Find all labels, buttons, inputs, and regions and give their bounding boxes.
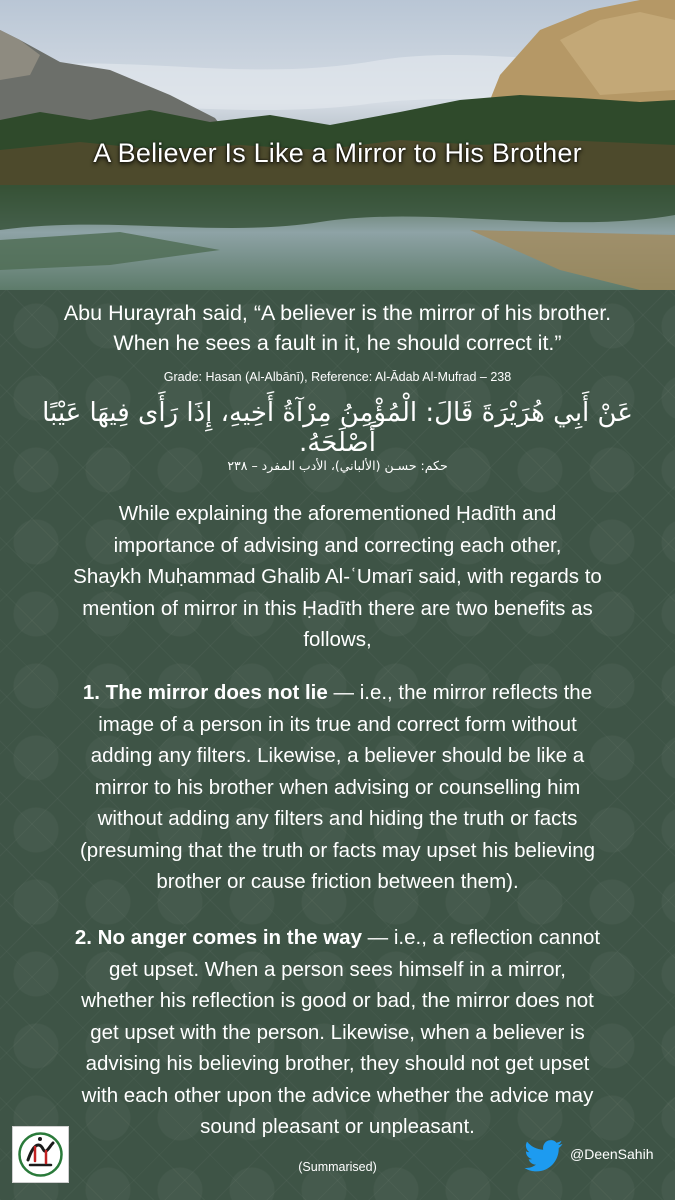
text-line: get upset with the person. Likewise, when a believer is	[90, 1020, 585, 1044]
hadith-arabic: عَنْ أَبِي هُرَيْرَةَ قَالَ: الْمُؤْمِنُ مِرْآةُ أَخِيهِ، إِذَا رَأَى فِيهَا عَيْبًا أَصْلَحَهُ.	[42, 398, 633, 458]
text-line: Shaykh Muḥammad Ghalib Al-ʿUmarī said, with regards to	[73, 565, 602, 588]
text-line: (presuming that the truth or facts may upset his believing	[79, 838, 596, 862]
hadith-line: When he sees a fault in it, he should correct it.”	[113, 331, 562, 355]
text-line: brother or cause friction between them).	[156, 870, 519, 893]
text-line: sound pleasant or unpleasant.	[200, 1115, 475, 1138]
text-line: adding any filters. Likewise, a believer should be like a	[90, 744, 585, 767]
benefit-1-heading: 1. The mirror does not lie	[82, 681, 328, 704]
benefit-2-intro: — i.e., a reflection cannot	[361, 926, 601, 949]
text-line: importance of advising and correcting each other,	[113, 533, 562, 557]
hadith-english	[0, 298, 675, 358]
text-line: mention of mirror in this Ḥadīth there are two benefits as	[82, 596, 593, 620]
benefit-1-paragraph	[10, 677, 665, 898]
hero-image	[0, 0, 675, 290]
text-line: follows,	[303, 628, 372, 651]
text-line	[10, 677, 665, 709]
summarised-note: (Summarised)	[298, 1160, 377, 1174]
intro-paragraph	[10, 498, 665, 656]
twitter-handle: @DeenSahih	[570, 1146, 654, 1162]
hadith-arabic-reference: حكم: حسـن (الألباني)، الأدب المفرد – ٢٣٨	[227, 458, 448, 473]
twitter-bird-icon	[524, 1140, 564, 1172]
benefit-2-heading: 2. No anger comes in the way	[74, 926, 362, 949]
hadith-line: Abu Hurayrah said, “A believer is the mirror of his brother.	[63, 301, 612, 325]
text-line: advising his believing brother, they should not get upset	[85, 1052, 590, 1075]
hadith-reference: Grade: Hasan (Al-Albānī), Reference: Al-Ādab Al-Mufrad – 238	[163, 370, 512, 384]
text-line: get upset. When a person sees himself in a mirror,	[109, 957, 566, 981]
text-line: mirror to his brother when advising or counselling him	[94, 775, 581, 799]
text-line: whether his reflection is good or bad, the mirror does not	[81, 989, 594, 1012]
text-line: without adding any filters and hiding the truth or facts	[97, 807, 578, 830]
deen-sahih-logo-icon	[12, 1126, 69, 1183]
text-line: image of a person in its true and correct form without	[98, 712, 577, 736]
text-line: While explaining the aforementioned Ḥadīth and	[118, 502, 557, 525]
benefit-1-intro: — i.e., the mirror reflects the	[327, 681, 593, 704]
page-title: A Believer Is Like a Mirror to His Brother	[93, 138, 582, 168]
benefit-2-paragraph	[10, 922, 665, 1143]
text-line	[10, 922, 665, 954]
text-line: with each other upon the advice whether the advice may	[81, 1083, 594, 1107]
